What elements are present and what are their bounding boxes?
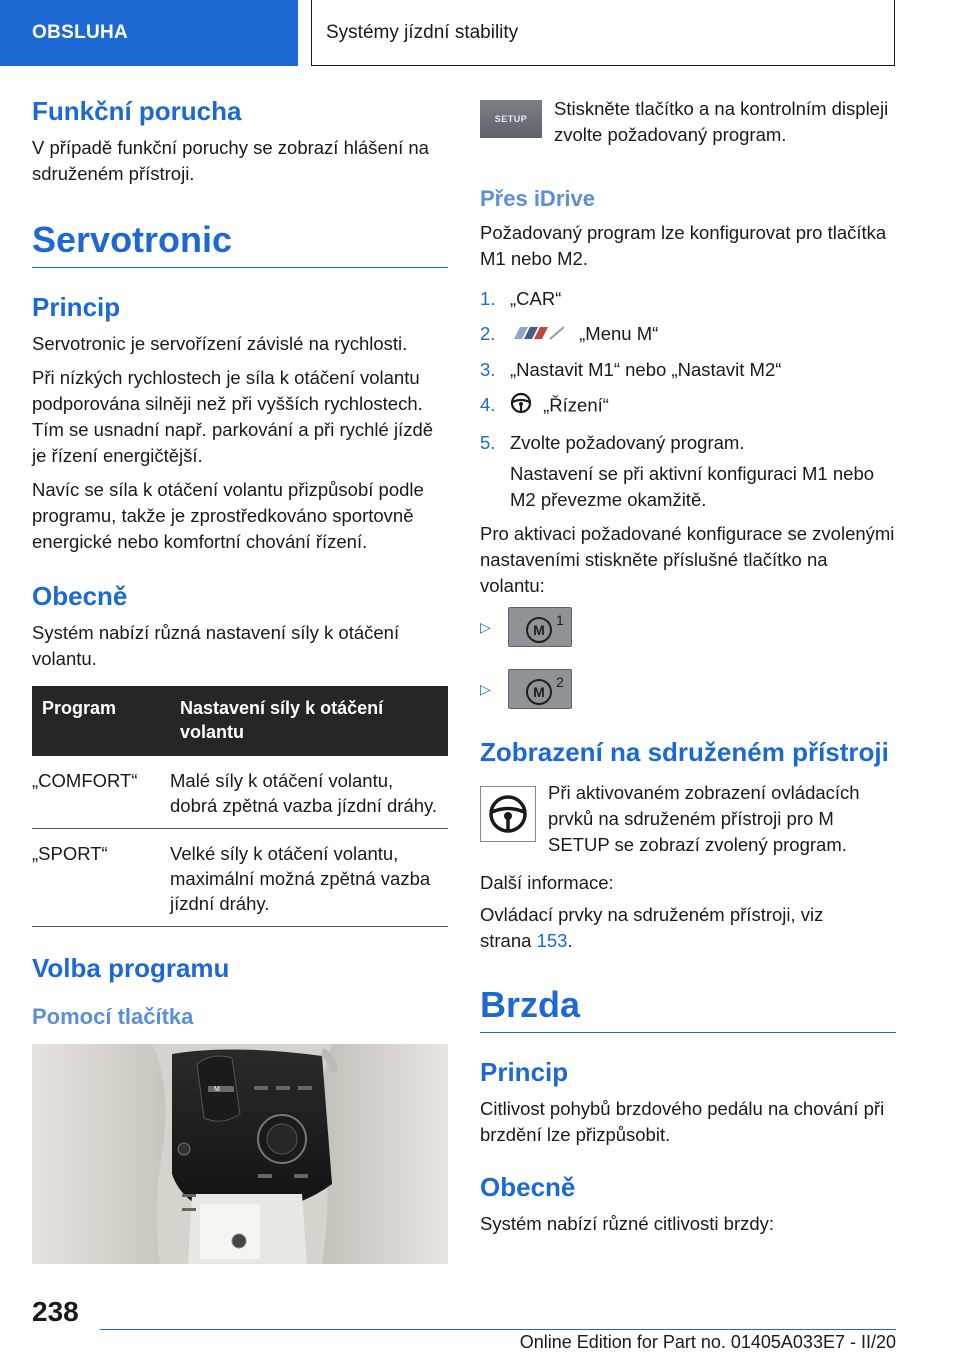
page-header [0,0,960,66]
table-header-setting: Nastavení síly k otáčení volantu [170,686,448,756]
brake-general-text: Systém nabízí různé citlivosti brzdy: [480,1213,775,1235]
servotronic-heading: Servotronic [32,219,448,268]
step-text: Zvolte požadovaný program. [510,432,745,454]
page-number: 238 [32,1296,79,1327]
m2-button-index: 2 [556,674,564,691]
malfunction-heading: Funkční porucha [32,96,242,126]
list-item [480,357,896,383]
center-console-illustration [32,1044,448,1264]
principle-paragraph-1: Servotronic je servořízení závislé na rychlosti. [32,333,408,354]
table-cell-program: „COMFORT“ [32,756,170,829]
principle-heading: Princip [32,292,121,322]
list-item [480,286,896,312]
bullet-triangle-icon: ▷ [480,680,491,697]
general-heading: Obecně [32,581,128,611]
m2-button-letter: M [533,684,545,701]
idrive-heading: Přes iDrive [480,186,595,211]
step-number: 1. [480,288,496,309]
more-info-text [480,902,840,954]
step-text: „Nastavit M1“ nebo „Nastavit M2“ [510,359,782,381]
svg-text:M: M [214,1086,220,1093]
steps-list [480,286,896,456]
more-info-body: Ovládací prvky na sdruženém přístroji, viz strana [480,904,824,952]
more-info-label: Další informace: [480,872,614,894]
m2-row [480,669,896,709]
display-info [480,780,896,858]
step-number: 3. [480,359,496,381]
step-text: „Řízení“ [543,394,609,416]
step-text: „Menu M“ [579,323,659,344]
idrive-text: Požadovaný program lze konfigurovat pro tlačítka M1 nebo M2. [480,222,887,269]
step-text: „CAR“ [510,288,562,309]
step5-note: Nastavení se při aktivní konfiguraci M1 nebo M2 převezme okamžitě. [510,463,875,511]
principle-paragraph-2: Při nízkých rychlostech je síla k otáčení volantu podporována silněji než při vyšších rychlostech. Tím se usnadní např. parkování a při rychlé jízdě je řízení energičtější. [32,367,434,466]
button-subheading: Pomocí tlačítka [32,1004,194,1029]
center-console-photo [32,1044,448,1264]
m1-button-icon [508,607,572,647]
list-item [480,321,896,348]
setup-text: Stiskněte tlačítko a na kontrolním displeji zvolte požadovaný program. [554,98,889,145]
table-header-row [32,686,448,756]
table-cell-setting: Velké síly k otáčení volantu, maximální možná zpětná vazba jízdní dráhy. [170,829,448,927]
right-column [480,96,896,1237]
setup-instruction [480,96,896,148]
brake-heading: Brzda [480,984,896,1033]
list-item [480,430,896,456]
steering-wheel-icon [510,392,532,421]
table-row [32,756,448,829]
m2-button-icon [508,669,572,709]
table-cell-setting: Malé síly k otáčení volantu, dobrá zpětná vazba jízdní dráhy. [170,756,448,829]
bullet-triangle-icon: ▷ [480,618,491,635]
m1-row [480,607,896,647]
malfunction-text: V případě funkční poruchy se zobrazí hlášení na sdruženém přístroji. [32,137,429,184]
left-column [32,96,448,1264]
principle-paragraph-3: Navíc se síla k otáčení volantu přizpůsobí podle programu, takže je zprostředkováno sportovně energické nebo komfortní chování řízení. [32,479,424,552]
more-info-end: . [567,930,573,952]
step-number: 4. [480,394,496,416]
page-link[interactable]: 153 [536,930,568,952]
display-text: Při aktivovaném zobrazení ovládacích prvků na sdruženém přístroji pro M SETUP se zobrazí zvolený program. [548,782,860,856]
m1-button-letter: M [533,622,545,639]
footer-divider [100,1329,896,1330]
activation-text: Pro aktivaci požadované konfigurace se zvolenými nastaveními stiskněte příslušné tlačítko na volantu: [480,523,895,597]
step-number: 5. [480,432,496,454]
m-stripes-icon [510,322,568,348]
m1-button-index: 1 [556,612,564,629]
setup-button-icon: SETUP [480,100,542,138]
table-cell-program: „SPORT“ [32,829,170,927]
list-item [480,392,896,421]
program-table [32,686,448,927]
brake-principle-text: Citlivost pohybů brzdového pedálu na chování při brzdění lze přizpůsobit. [480,1098,885,1146]
steering-wheel-box-icon [480,786,536,842]
brake-principle-heading: Princip [480,1057,569,1088]
step-number: 2. [480,323,496,344]
edition-text: Online Edition for Part no. 01405A033E7 - II/20 [519,1332,896,1352]
selection-heading: Volba programu [32,953,230,983]
table-row [32,829,448,927]
display-heading: Zobrazení na sdruženém přístroji [480,737,889,768]
general-text: Systém nabízí různá nastavení síly k otáčení volantu. [32,622,400,669]
section-label: OBSLUHA [0,0,298,66]
brake-general-heading: Obecně [480,1172,576,1203]
table-header-program: Program [32,686,170,756]
chapter-title: Systémy jízdní stability [311,0,895,66]
